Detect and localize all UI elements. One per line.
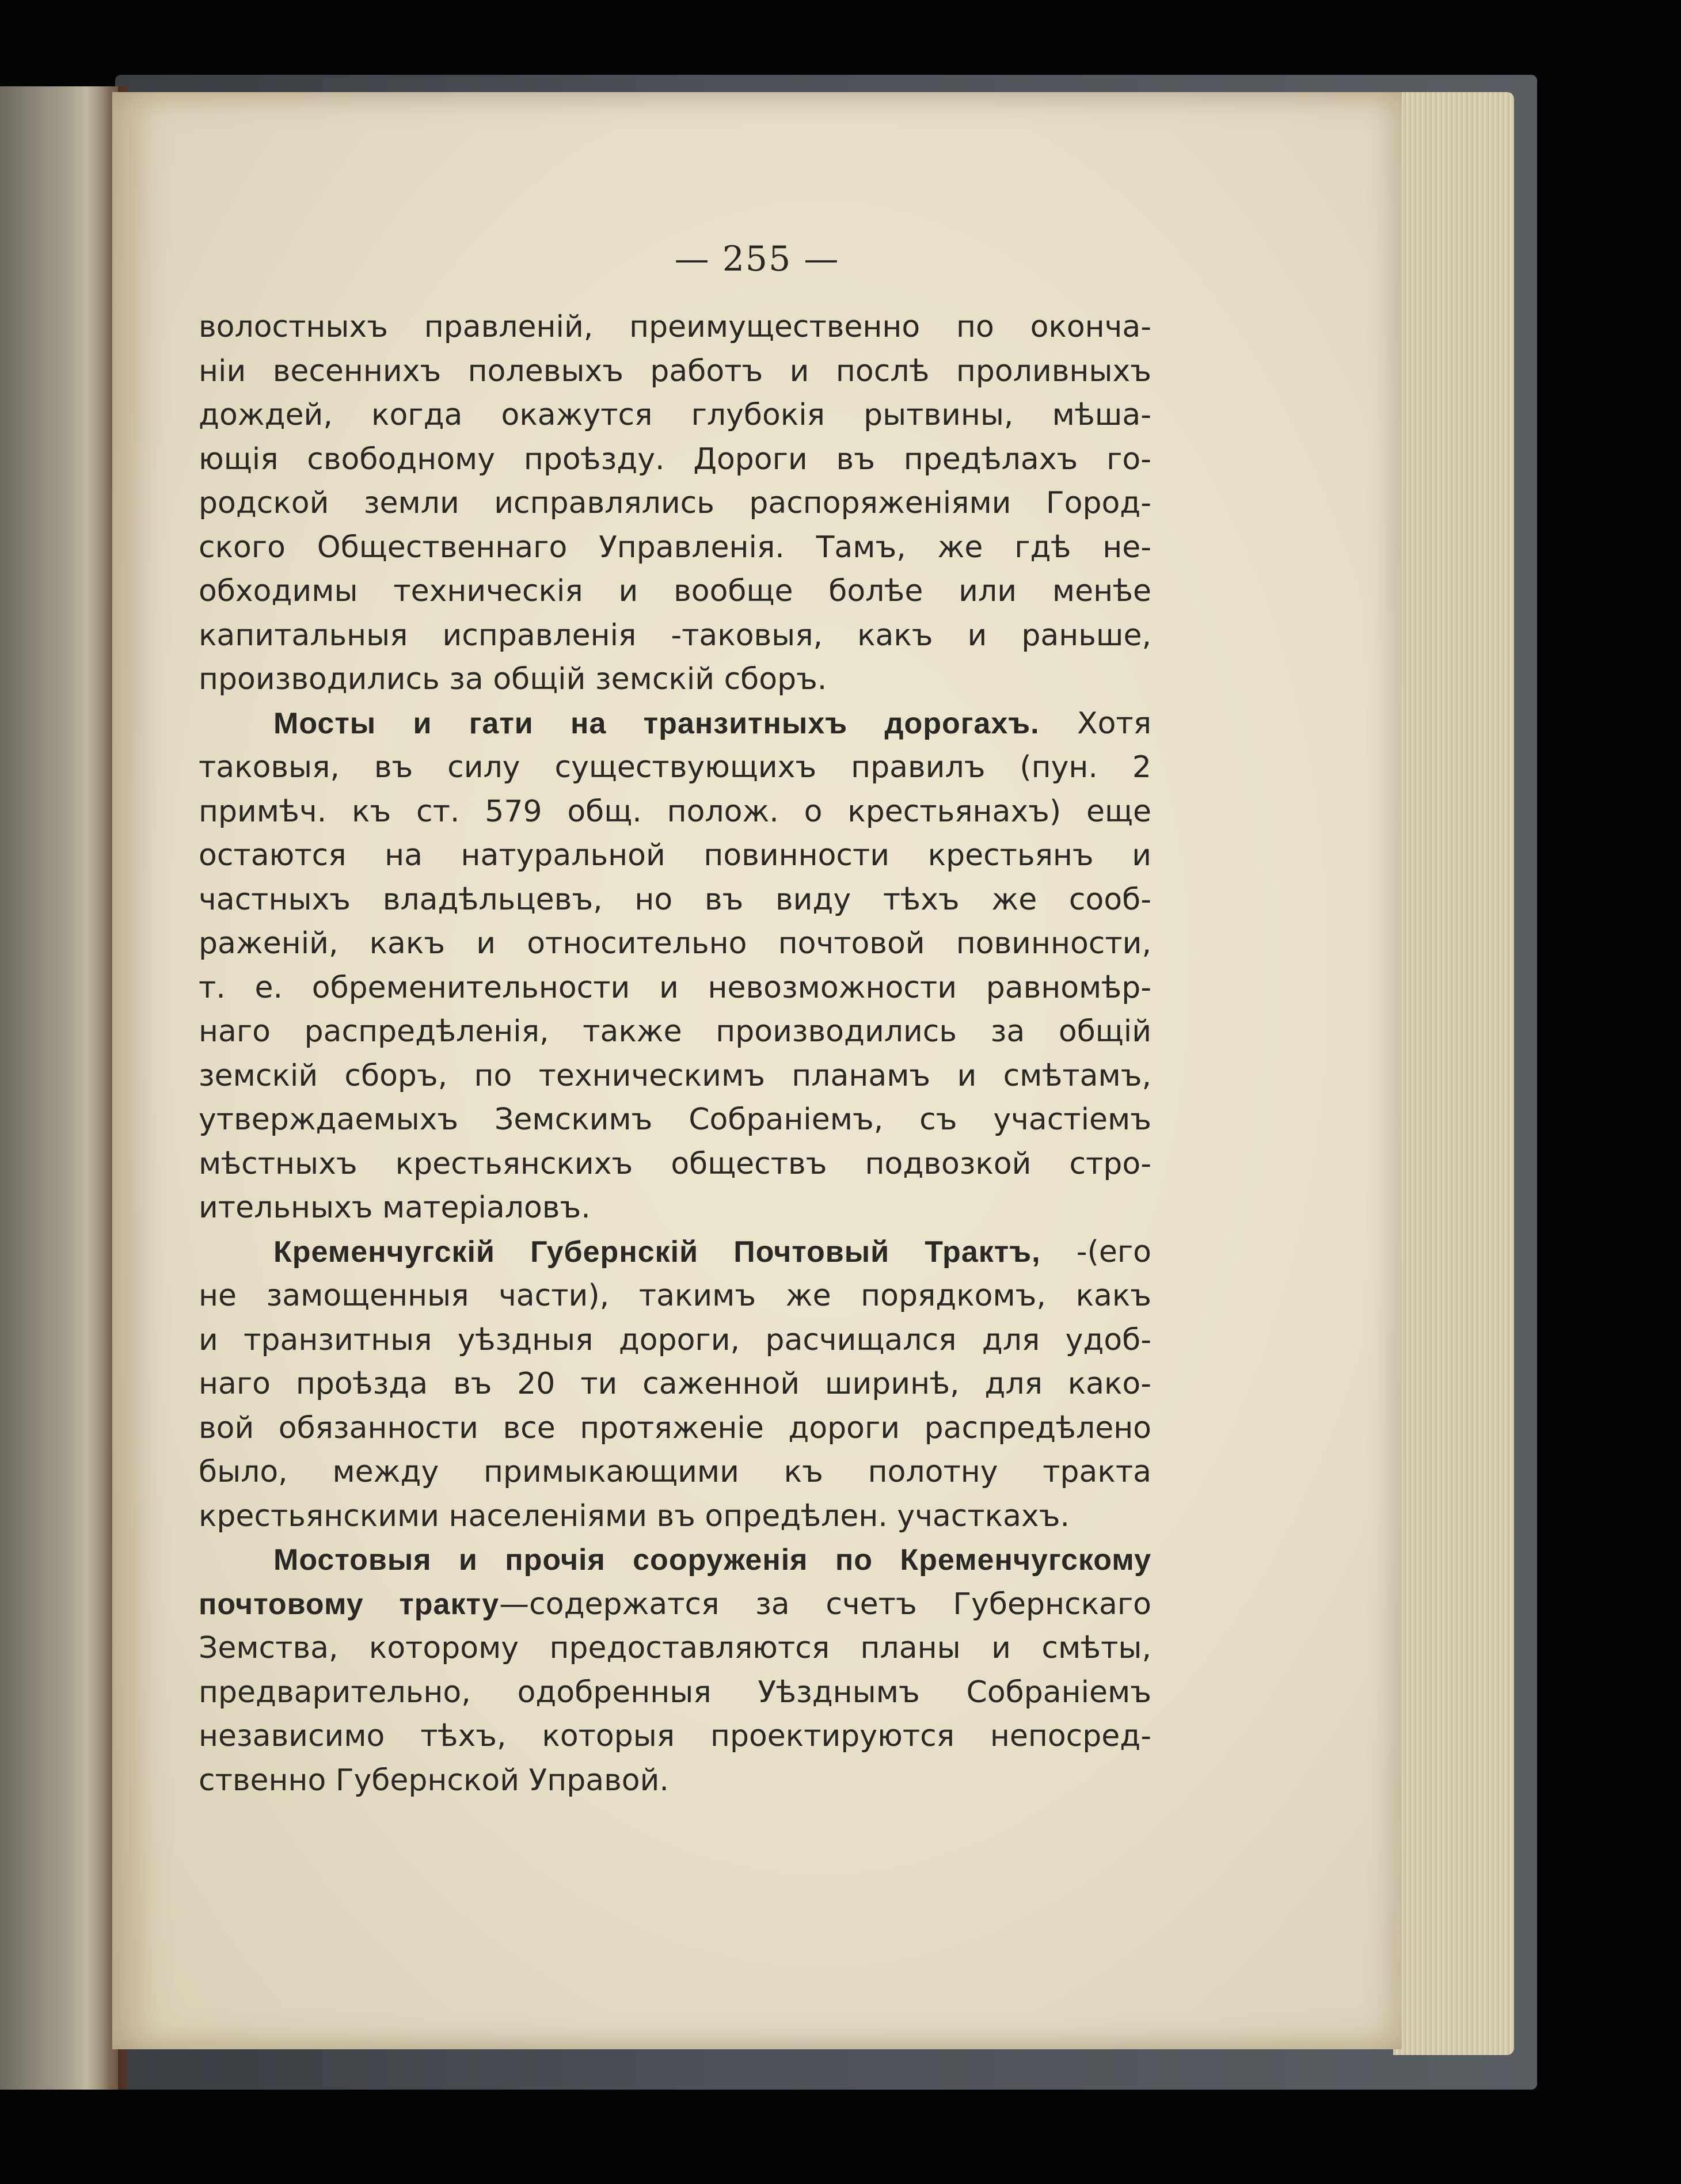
text-line [199, 1186, 1151, 1230]
text-line [199, 1362, 1151, 1406]
line-text: ющія свободному проѣзду. Дороги въ предѣлахъ го- [199, 442, 1151, 477]
line-text: волостныхъ правленій, преимущественно по оконча- [199, 310, 1151, 344]
line-text: остаются на натуральной повинности крестьянъ и [199, 838, 1151, 873]
text-line [199, 922, 1151, 966]
line-text: дождей, когда окажутся глубокія рытвины, мѣша- [199, 398, 1151, 432]
book-page [112, 92, 1402, 2049]
line-text: Земства, которому предоставляются планы и смѣты, [199, 1631, 1151, 1665]
line-text: не замощенныя части), такимъ же порядкомъ, какъ [199, 1279, 1151, 1313]
line-text: примѣч. къ ст. 579 общ. полож. о крестьянахъ) еще [199, 794, 1151, 829]
line-text: крестьянскими населеніями въ опредѣлен. участкахъ. [199, 1498, 1070, 1534]
text-line [199, 790, 1151, 834]
text-line [199, 305, 1151, 349]
line-text: мѣстныхъ крестьянскихъ обществъ подвозкой стро- [199, 1146, 1151, 1181]
page-number: — 255 — [674, 239, 840, 279]
text-line [199, 878, 1151, 922]
text-line [199, 1274, 1151, 1318]
text-line [199, 1406, 1151, 1451]
text-line [199, 1582, 1151, 1627]
text-line [199, 834, 1151, 878]
text-line [199, 526, 1151, 570]
text-line [199, 1230, 1151, 1274]
line-text: производились за общій земскій сборъ. [199, 662, 827, 697]
line-text: Хотя [1039, 706, 1151, 741]
section-heading: Мосты и гати на транзитныхъ дорогахъ. [273, 706, 1040, 740]
line-text: земскій сборъ, по техническимъ планамъ и смѣтамъ, [199, 1058, 1151, 1093]
text-line [199, 657, 1151, 702]
line-text: предварительно, одобренныя Уѣзднымъ Собраніемъ [199, 1675, 1151, 1710]
text-line [199, 1098, 1151, 1142]
line-text: таковыя, въ силу существующихъ правилъ (пун. 2 [199, 750, 1151, 785]
page-edges [1393, 92, 1514, 2055]
text-line [199, 1626, 1151, 1671]
line-text: раженій, какъ и относительно почтовой повинности, [199, 926, 1151, 961]
text-line [199, 1759, 1151, 1803]
line-text: капитальныя исправленія -таковыя, какъ и раньше, [199, 618, 1151, 653]
text-line [199, 437, 1151, 482]
text-line [199, 349, 1151, 394]
page-text [199, 305, 1151, 1802]
section-heading: Кременчугскій Губернскій Почтовый Трактъ, [273, 1235, 1041, 1269]
line-text: —содержатся за счетъ Губернскаго [499, 1586, 1151, 1622]
text-line [199, 481, 1151, 526]
section-heading: почтовому тракту [199, 1587, 500, 1621]
text-line [199, 1714, 1151, 1759]
text-line [199, 1142, 1151, 1186]
text-line [199, 745, 1151, 790]
text-line [199, 1318, 1151, 1363]
text-line [199, 614, 1151, 658]
line-text: частныхъ владѣльцевъ, но въ виду тѣхъ же сооб- [199, 882, 1151, 917]
text-line [199, 393, 1151, 437]
line-text: ительныхъ матеріаловъ. [199, 1190, 591, 1225]
text-line [199, 1010, 1151, 1054]
line-text: независимо тѣхъ, которыя проектируются непосред- [199, 1719, 1151, 1753]
section-heading: Мостовыя и прочія сооруженія по Кременчугскому [273, 1543, 1151, 1577]
line-text: ніи весеннихъ полевыхъ работъ и послѣ проливныхъ [199, 353, 1151, 389]
line-text: обходимы техническія и вообще болѣе или менѣе [199, 574, 1151, 608]
line-text: ственно Губернской Управой. [199, 1763, 669, 1798]
line-text: было, между примыкающими къ полотну тракта [199, 1455, 1151, 1489]
text-line [199, 569, 1151, 614]
text-line [199, 1671, 1151, 1715]
text-line [199, 1494, 1151, 1539]
line-text: родской земли исправлялись распоряженіями Город- [199, 486, 1151, 520]
line-text: наго проѣзда въ 20 ти саженной ширинѣ, для како- [199, 1367, 1151, 1401]
line-text: вой обязанности все протяженіе дороги распредѣлено [199, 1410, 1151, 1445]
line-text: наго распредѣленія, также производились за общій [199, 1014, 1151, 1049]
line-text: и транзитныя уѣздныя дороги, расчищался для удоб- [199, 1322, 1151, 1357]
text-line [199, 1054, 1151, 1098]
text-line [199, 1450, 1151, 1494]
text-line [199, 1538, 1151, 1582]
line-text: т. е. обременительности и невозможности равномѣр- [199, 970, 1151, 1005]
text-line [199, 966, 1151, 1010]
line-text: утверждаемыхъ Земскимъ Собраніемъ, съ участіемъ [199, 1102, 1151, 1137]
line-text: -(его [1040, 1234, 1151, 1269]
text-line [199, 702, 1151, 746]
line-text: ского Общественнаго Управленія. Тамъ, же гдѣ не- [199, 530, 1151, 565]
